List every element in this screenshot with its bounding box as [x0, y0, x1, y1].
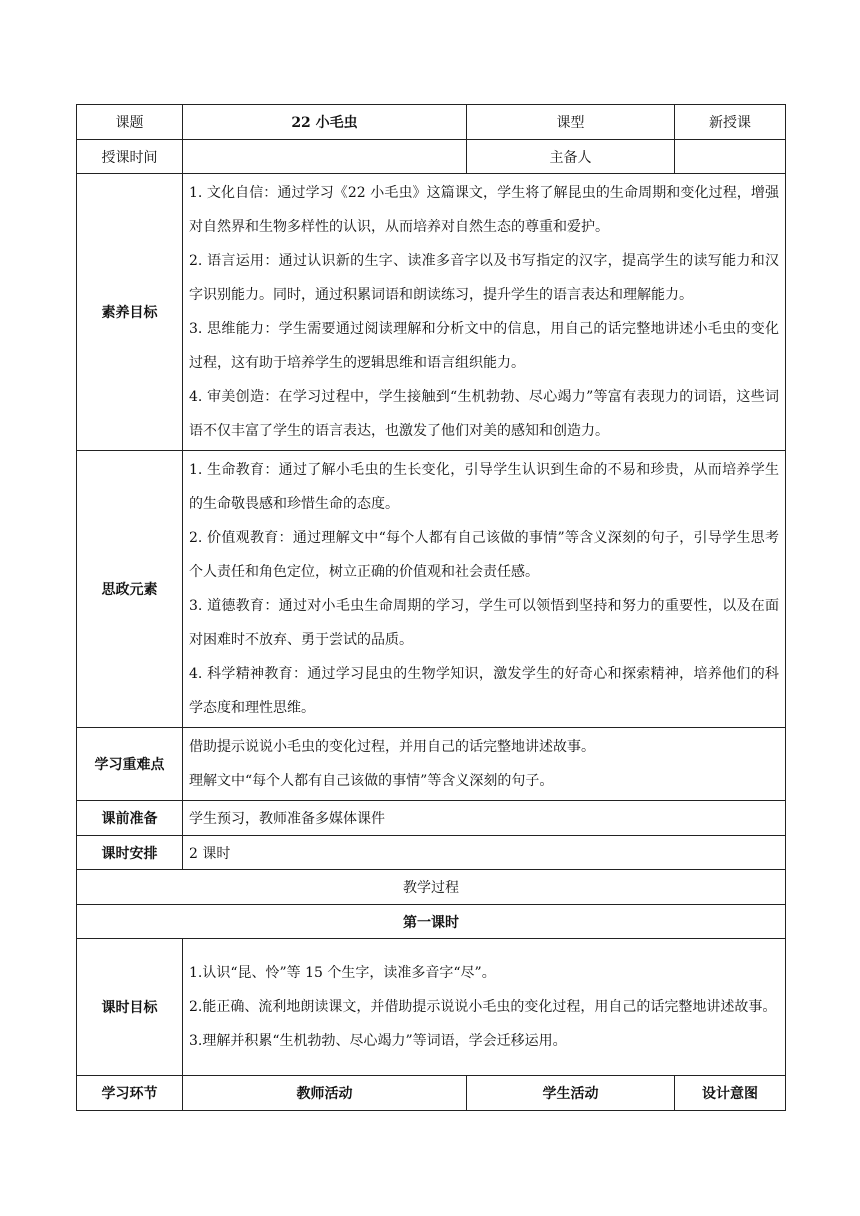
ideology-row — [77, 451, 786, 728]
key-points-label: 学习重难点 — [77, 728, 183, 801]
ideology-item: 2. 价值观教育：通过理解文中“每个人都有自己该做的事情”等含义深刻的句子，引导学生思考个人责任和角色定位，树立正确的价值观和社会责任感。 — [189, 530, 779, 580]
key-points-content — [183, 728, 786, 801]
preparation-value: 学生预习，教师准备多媒体课件 — [183, 801, 786, 836]
lesson-goal-item: 2.能正确、流利地朗读课文，并借助提示说说小毛虫的变化过程，用自己的话完整地讲述故事。 — [189, 999, 777, 1015]
ideology-item: 4. 科学精神教育：通过学习昆虫的生物学知识，激发学生的好奇心和探索精神，培养他们的科学态度和理性思维。 — [189, 666, 779, 716]
first-lesson-row — [77, 905, 786, 939]
lesson-type-label: 课型 — [467, 105, 675, 140]
ideology-label: 思政元素 — [77, 451, 183, 728]
lesson-type-value: 新授课 — [675, 105, 786, 140]
lesson-goals-label: 课时目标 — [77, 939, 183, 1076]
preparer-value — [675, 140, 786, 174]
stage-column-header: 学习环节 — [77, 1076, 183, 1111]
lesson-goals-row — [77, 939, 786, 1076]
process-title: 教学过程 — [77, 870, 786, 905]
literacy-item: 2. 语言运用：通过认识新的生字、读准多音字以及书写指定的汉字，提高学生的读写能力和汉字识别能力。同时，通过积累词语和朗读练习，提升学生的语言表达和理解能力。 — [189, 253, 779, 303]
time-row — [77, 140, 786, 174]
first-lesson-title: 第一课时 — [77, 905, 786, 939]
teaching-time-label: 授课时间 — [77, 140, 183, 174]
ideology-item: 1. 生命教育：通过了解小毛虫的生长变化，引导学生认识到生命的不易和珍贵，从而培养学生的生命敬畏感和珍惜生命的态度。 — [189, 462, 779, 512]
lesson-goal-item: 3.理解并积累“生机勃勃、尽心竭力”等词语，学会迁移运用。 — [189, 1033, 567, 1049]
schedule-label: 课时安排 — [77, 836, 183, 870]
lesson-goal-item: 1.认识“昆、怜”等 15 个生字，读准多音字“尽”。 — [189, 965, 496, 981]
ideology-item: 3. 道德教育：通过对小毛虫生命周期的学习，学生可以领悟到坚持和努力的重要性，以及在面对困难时不放弃、勇于尝试的品质。 — [189, 598, 779, 648]
lesson-plan-table — [76, 104, 786, 1111]
preparation-label: 课前准备 — [77, 801, 183, 836]
process-title-row — [77, 870, 786, 905]
literacy-item: 1. 文化自信：通过学习《22 小毛虫》这篇课文，学生将了解昆虫的生命周期和变化过程，增强对自然界和生物多样性的认识，从而培养对自然生态的尊重和爱护。 — [189, 185, 779, 235]
schedule-value: 2 课时 — [183, 836, 786, 870]
ideology-content — [183, 451, 786, 728]
teaching-time-value — [183, 140, 467, 174]
topic-row — [77, 105, 786, 140]
design-intent-header: 设计意图 — [675, 1076, 786, 1111]
literacy-row — [77, 174, 786, 451]
key-point-item: 理解文中“每个人都有自己该做的事情”等含义深刻的句子。 — [189, 773, 554, 789]
teacher-activity-header: 教师活动 — [183, 1076, 467, 1111]
student-activity-header: 学生活动 — [467, 1076, 675, 1111]
topic-label: 课题 — [77, 105, 183, 140]
column-header-row — [77, 1076, 786, 1111]
schedule-row — [77, 836, 786, 870]
preparer-label: 主备人 — [467, 140, 675, 174]
lesson-goals-content — [183, 939, 786, 1076]
literacy-item: 3. 思维能力：学生需要通过阅读理解和分析文中的信息，用自己的话完整地讲述小毛虫的变化过程，这有助于培养学生的逻辑思维和语言组织能力。 — [189, 321, 779, 371]
literacy-content — [183, 174, 786, 451]
topic-value: 22 小毛虫 — [183, 105, 467, 140]
key-points-row — [77, 728, 786, 801]
literacy-item: 4. 审美创造：在学习过程中，学生接触到“生机勃勃、尽心竭力”等富有表现力的词语，这些词语不仅丰富了学生的语言表达，也激发了他们对美的感知和创造力。 — [189, 389, 779, 439]
key-point-item: 借助提示说说小毛虫的变化过程，并用自己的话完整地讲述故事。 — [189, 739, 595, 755]
literacy-label: 素养目标 — [77, 174, 183, 451]
preparation-row — [77, 801, 786, 836]
